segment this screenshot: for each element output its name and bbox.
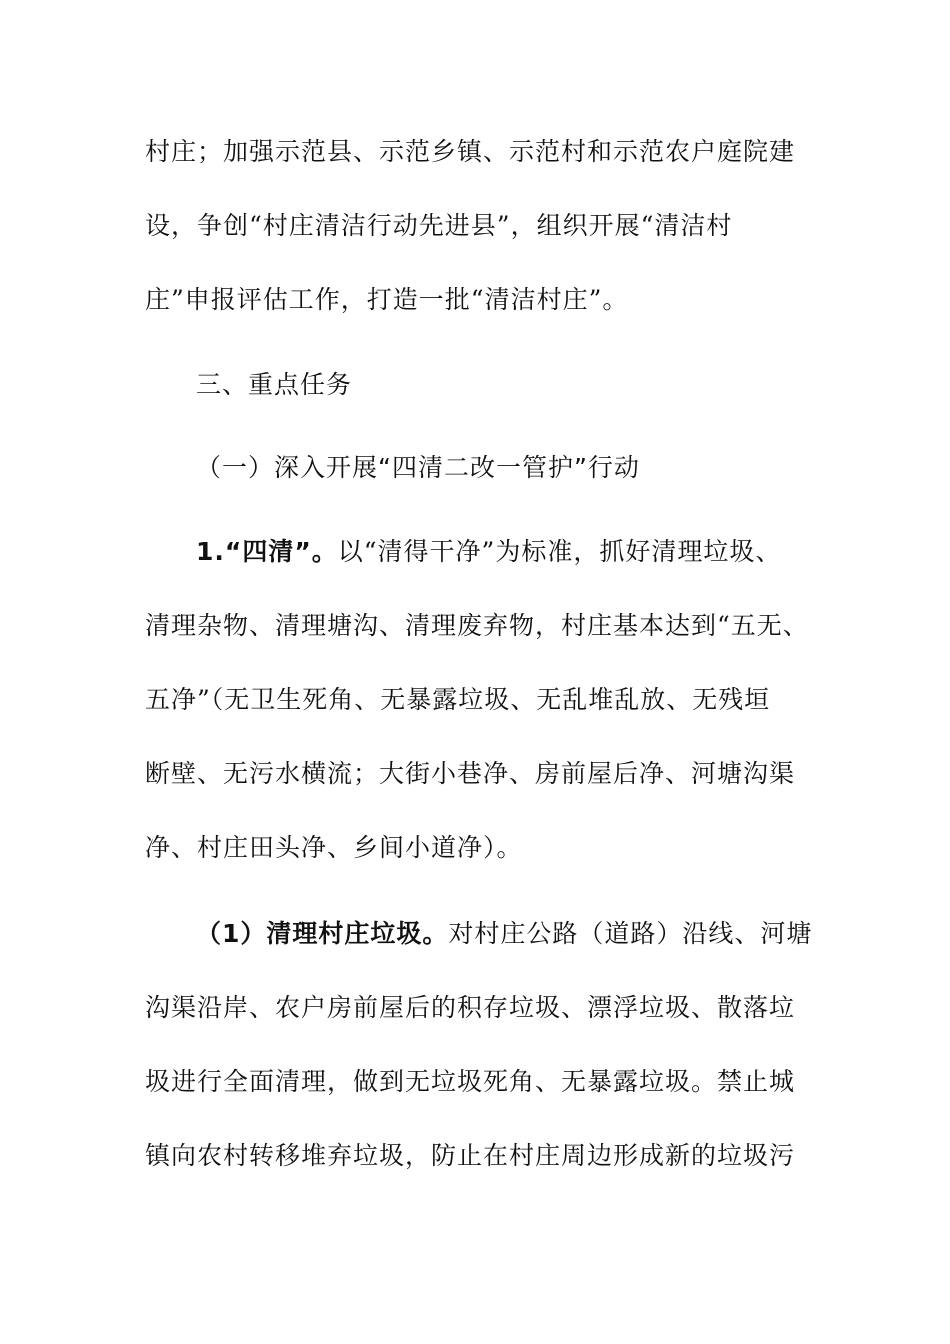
subsection-heading: （一）深入开展“四清二改一管护”行动	[196, 453, 640, 482]
para2-line3: 五净”（无卫生死角、无暴露垃圾、无乱堆乱放、无残垣	[145, 685, 771, 714]
para3-line3: 圾进行全面清理，做到无垃圾死角、无暴露垃圾。禁止城	[145, 1067, 796, 1096]
para2-line2: 清理杂物、清理塘沟、清理废弃物，村庄基本达到“五无、	[145, 611, 809, 640]
para2-line5: 净、村庄田头净、乡间小道净）。	[145, 833, 523, 862]
para3-lead: （1）清理村庄垃圾。	[196, 919, 449, 948]
para3-line2: 沟渠沿岸、农户房前屋后的积存垃圾、漂浮垃圾、散落垃	[145, 993, 796, 1022]
para3-line4: 镇向农村转移堆弃垃圾，防止在村庄周边形成新的垃圾污	[145, 1141, 796, 1170]
para3-line1	[196, 918, 812, 950]
section-heading: 三、重点任务	[196, 370, 353, 399]
para1-line2: 设，争创“村庄清洁行动先进县”，组织开展“清洁村	[145, 211, 733, 240]
para1-line1: 村庄；加强示范县、示范乡镇、示范村和示范农户庭院建	[145, 137, 796, 166]
para3-line1-rest: 对村庄公路（道路）沿线、河塘	[448, 919, 813, 948]
para2-line4: 断壁、无污水横流；大街小巷净、房前屋后净、河塘沟渠	[145, 759, 796, 788]
para2-line1-rest: 以“清得干净”为标准，抓好清理垃圾、	[337, 537, 782, 566]
para2-line1	[196, 536, 781, 568]
para1-line3: 庄”申报评估工作，打造一批“清洁村庄”。	[145, 285, 629, 314]
para2-lead: 1.“四清”。	[196, 537, 338, 566]
